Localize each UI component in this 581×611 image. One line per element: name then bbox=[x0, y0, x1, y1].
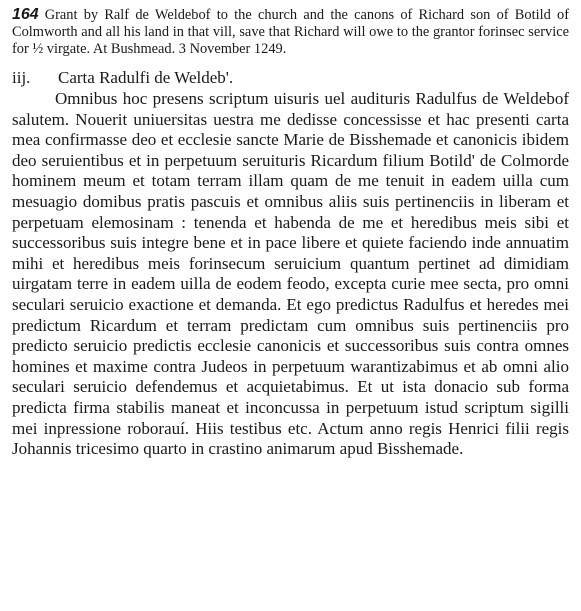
entry-summary-paragraph bbox=[12, 6, 569, 58]
charter-text: Omnibus hoc presens scriptum uisuris uel audituris Radulfus de Weldebof salutem. Nouerit uniuersitas uestra me dedisse concessisse et hac presenti carta mea confirmasse deo et ecclesie sancte Marie de Bisshemade et canonicis ibidem deo seruientibus et in perpetuum seruituris Ricardum filium Botild' de Colmorde hominem meum et totam terram illam quam de me tenuit in eadem uilla cum mesuagio domibus pratis pascuis et omnibus aliis suis pertinenciis in liberam et perpetuam elemosinam : tenenda et habenda de me et heredibus meis sibi et successoribus suis integre bene et in pace libere et quiete faciendo inde annuatim mihi et heredibus meis forinsecum seruicium quantum pertinet ad dimidiam uirgatam terre in eadem uilla de eodem feodo, excepta curie mee secta, pro omni seculari seruicio exactione et demanda. Et ego predictus Radulfus et heredes mei predictum Ricardum et terram predictam cum omnibus suis pertinenciis pro predicto seruicio predictis ecclesie canonicis et successoribus suis contra omnes homines et maxime contra Judeos in perpetuum warantizabimus et ab omni alio seculari seruicio defendemus et acquietabimus. Et ut ista donacio sub forma predicta firma stabilis maneat et inconcussa in perpetuum istud scriptum sigilli mei inpressione roborauí. Hiis testibus etc. Actum anno regis Henrici filii regis Johannis tricesimo quarto in crastino animarum apud Bisshemade. bbox=[12, 89, 569, 459]
charter-heading bbox=[12, 68, 569, 88]
charter-title: Carta Radulfi de Weldeb'. bbox=[58, 68, 234, 87]
entry-summary: Grant by Ralf de Weldebof to the church and the canons of Richard son of Botild of Colmworth and all his land in that vill, save that Richard will owe to the grantor forinsec service for ½ virgate. At Bushmead. 3 November 1249. bbox=[12, 7, 569, 57]
entry-number: 164 bbox=[12, 6, 39, 23]
charter-number: iij. bbox=[12, 68, 31, 87]
